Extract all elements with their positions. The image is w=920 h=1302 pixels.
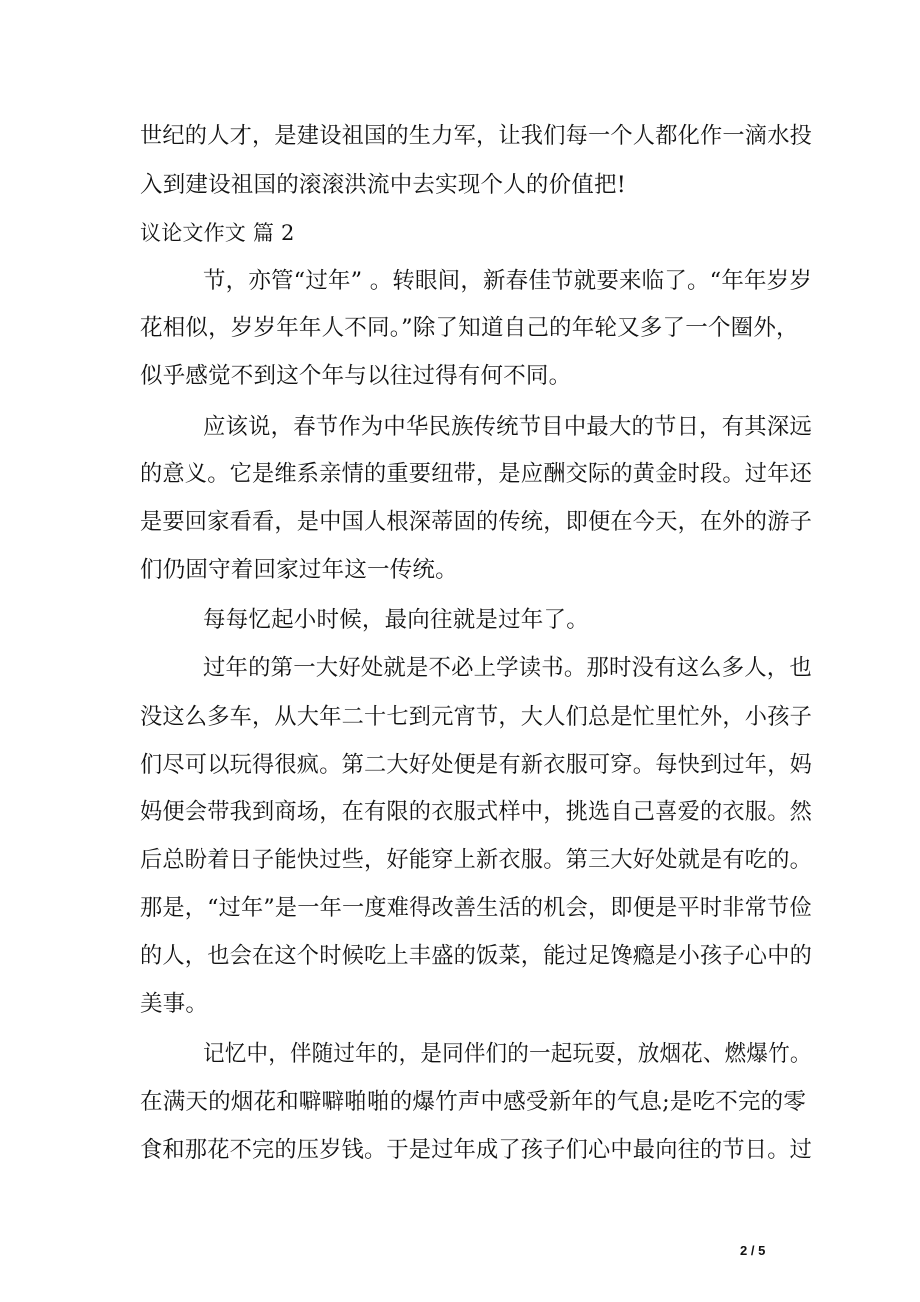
paragraph-line: 们仍固守着回家过年这一传统。	[140, 557, 458, 583]
paragraph-line: 入到建设祖国的滚滚洪流中去实现个人的价值把!	[140, 172, 626, 198]
paragraph-line: 的人，也会在这个时候吃上丰盛的饭菜，能过足馋瘾是小孩子心中的	[140, 943, 813, 969]
paragraph-line: 是要回家看看，是中国人根深蒂固的传统，即便在今天，在外的游子	[140, 509, 813, 535]
paragraph-line: 每每忆起小时候，最向往就是过年了。	[203, 607, 589, 633]
page-number: 2 / 5	[740, 1243, 766, 1258]
paragraph-line: 没这么多车，从大年二十七到元宵节，大人们总是忙里忙外，小孩子	[140, 704, 813, 730]
paragraph-line: 节，亦管“过年” 。转眼间，新春佳节就要来临了。“年年岁岁	[203, 268, 812, 294]
paragraph-line: 在满天的烟花和噼噼啪啪的爆竹声中感受新年的气息;是吃不完的零	[140, 1089, 807, 1115]
paragraph-line: 妈便会带我到商场，在有限的衣服式样中，挑选自己喜爱的衣服。然	[140, 799, 813, 825]
paragraph-line: 食和那花不完的压岁钱。于是过年成了孩子们心中最向往的节日。过	[140, 1137, 813, 1163]
paragraph-line: 后总盼着日子能快过些，好能穿上新衣服。第三大好处就是有吃的。	[140, 847, 813, 873]
section-heading: 议论文作文 篇 2	[140, 221, 295, 245]
paragraph-line: 世纪的人才，是建设祖国的生力军，让我们每一个人都化作一滴水投	[140, 123, 813, 149]
paragraph-line: 记忆中，伴随过年的，是同伴们的一起玩耍，放烟花、燃爆竹。	[203, 1041, 812, 1067]
paragraph-line: 那是，“过年”是一年一度难得改善生活的机会，即便是平时非常节俭	[140, 895, 812, 921]
paragraph-line: 美事。	[140, 991, 209, 1017]
paragraph-line: 过年的第一大好处就是不必上学读书。那时没有这么多人，也	[203, 655, 812, 681]
paragraph-line: 花相似，岁岁年年人不同。”除了知道自己的年轮又多了一个圈外，	[140, 315, 799, 341]
paragraph-line: 的意义。它是维系亲情的重要纽带，是应酬交际的黄金时段。过年还	[140, 461, 813, 487]
paragraph-line: 似乎感觉不到这个年与以往过得有何不同。	[140, 363, 572, 389]
paragraph-line: 们尽可以玩得很疯。第二大好处便是有新衣服可穿。每快到过年，妈	[140, 752, 813, 778]
paragraph-line: 应该说，春节作为中华民族传统节目中最大的节日，有其深远	[203, 414, 812, 440]
